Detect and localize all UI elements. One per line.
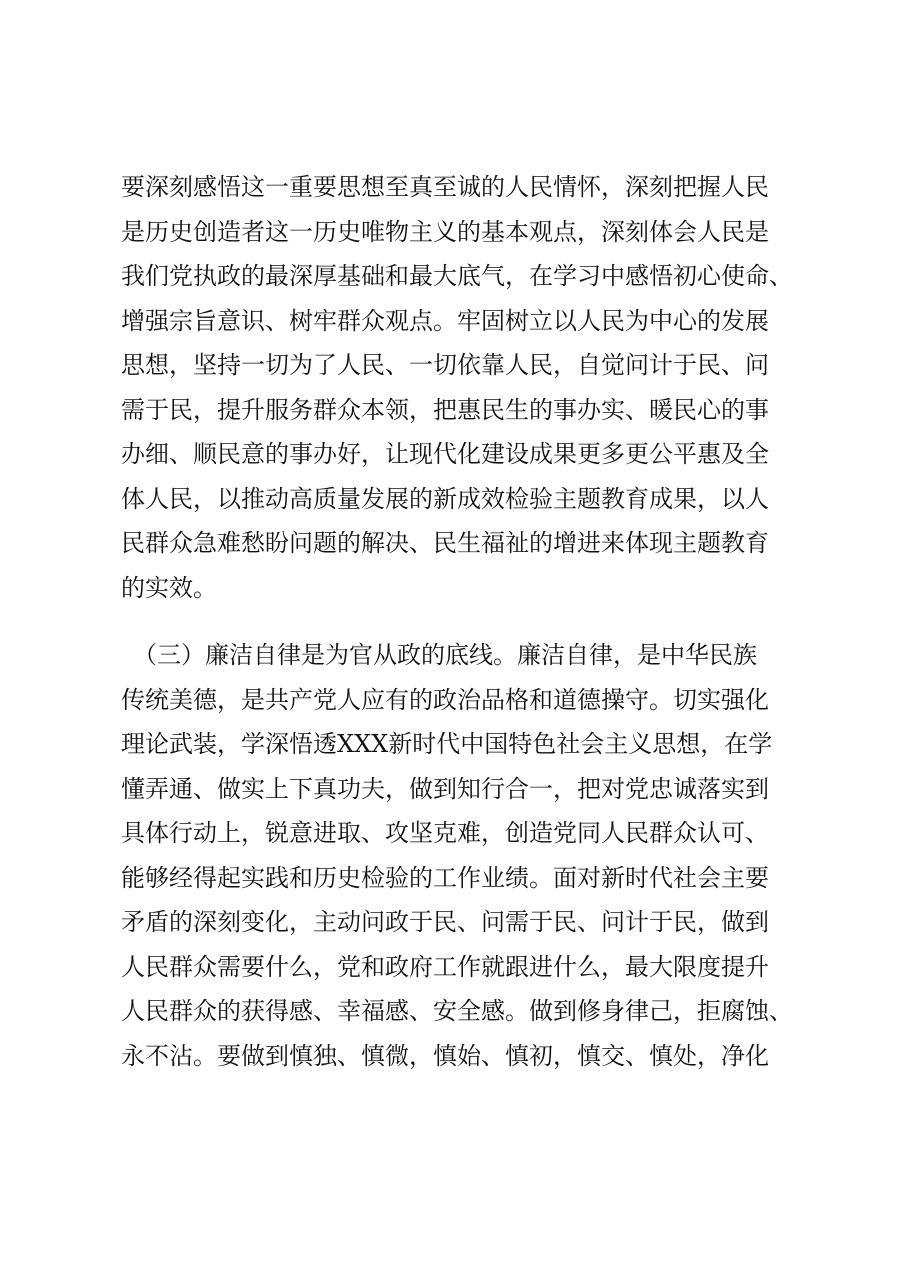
text-line: 要深刻感悟这一重要思想至真至诚的人民情怀，深刻把握人民 <box>121 173 769 201</box>
text-line: 矛盾的深刻变化，主动问政于民、问需于民、问计于民，做到 <box>121 908 769 936</box>
text-line: 能够经得起实践和历史检验的工作业绩。面对新时代社会主要 <box>121 863 769 892</box>
text-line: 的实效。 <box>121 573 217 602</box>
document-body <box>121 165 801 1078</box>
text-line: 具体行动上，锐意进取、攻坚克难，创造党同人民群众认可、 <box>121 819 769 847</box>
text-line: 是历史创造者这一历史唯物主义的基本观点，深刻体会人民是 <box>121 217 769 246</box>
text-line: 体人民，以推动高质量发展的新成效检验主题教育成果，以人 <box>121 484 769 513</box>
text-line: 理论武装，学深悟透XXX新时代中国特色社会主义思想，在学 <box>121 730 773 758</box>
text-line: 民群众急难愁盼问题的解决、民生福祉的增进来体现主题教育 <box>121 529 769 557</box>
text-line: 增强宗旨意识、树牢群众观点。牢固树立以人民为中心的发展 <box>121 306 769 335</box>
text-line: 传统美德，是共产党人应有的政治品格和道德操守。切实强化 <box>121 685 769 714</box>
text-line: 办细、顺民意的事办好，让现代化建设成果更多更公平惠及全 <box>121 440 769 468</box>
section-heading-line: （三）廉洁自律是为官从政的底线。廉洁自律，是中华民族 <box>121 641 757 669</box>
text-line: 懂弄通、做实上下真功夫，做到知行合一，把对党忠诚落实到 <box>121 774 769 803</box>
text-line: 人民群众需要什么，党和政府工作就跟进什么，最大限度提升 <box>121 952 769 981</box>
paragraph-integrity-self-discipline <box>121 633 801 1078</box>
text-line: 人民群众的获得感、幸福感、安全感。做到修身律己，拒腐蚀、 <box>121 997 793 1025</box>
paragraph-people-centered <box>121 165 801 610</box>
text-line: 我们党执政的最深厚基础和最大底气，在学习中感悟初心使命、 <box>121 262 793 290</box>
text-line: 永不沾。要做到慎独、慎微，慎始、慎初，慎交、慎处，净化 <box>121 1041 769 1070</box>
text-line: 需于民，提升服务群众本领，把惠民生的事办实、暖民心的事 <box>121 395 769 424</box>
paragraph-spacer <box>121 610 801 633</box>
text-line: 思想，坚持一切为了人民、一切依靠人民，自觉问计于民、问 <box>121 351 769 379</box>
